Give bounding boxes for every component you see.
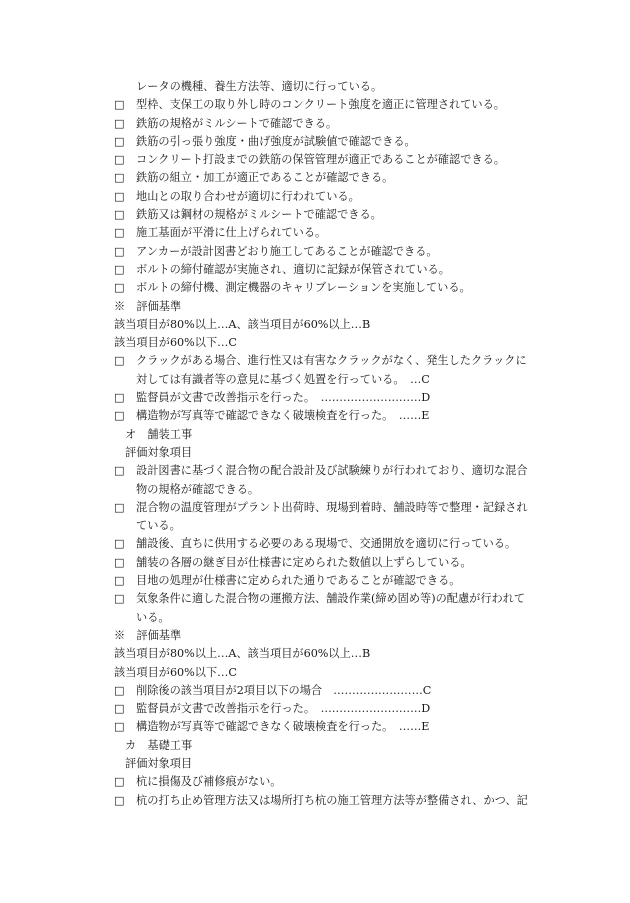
checklist-item (114, 243, 554, 261)
checklist-item-text: コンクリート打設までの鉄筋の保管管理が適正であることが確認できる。 (136, 153, 505, 167)
checkbox-icon: □ (114, 226, 125, 240)
checklist-item-text: 混合物の温度管理がプラント出荷時、現場到着時、舗設時等で整理・記録され (136, 500, 528, 514)
continuation-text: ている。 (136, 519, 181, 533)
document-page (114, 78, 554, 810)
checklist-item-text: 杭の打ち止め管理方法又は場所打ち杭の施工管理方法等が整備され、かつ、記 (136, 793, 528, 807)
checklist-item-text: 監督員が文書で改善指示を行った。 ………………………D (136, 391, 431, 405)
continuation-text: 物の規格が確認できる。 (136, 482, 260, 496)
checklist-item (114, 115, 554, 133)
checklist-item (114, 462, 554, 480)
checklist-item (114, 554, 554, 572)
criteria-note: ※ 評価基準 (114, 628, 182, 642)
checklist-item (114, 188, 554, 206)
checklist-item-text: 鉄筋又は鋼材の規格がミルシートで確認できる。 (136, 208, 382, 222)
checklist-item-text: 監督員が文書で改善指示を行った。 ………………………D (136, 702, 431, 716)
checkbox-icon: □ (114, 775, 125, 789)
checklist-item (114, 682, 554, 700)
checklist-item (114, 133, 554, 151)
checkbox-icon: □ (114, 116, 125, 130)
checklist-item-text: ボルトの締付機、測定機器のキャリブレーションを実施している。 (136, 281, 471, 295)
checkbox-icon: □ (114, 592, 125, 606)
checkbox-icon: □ (114, 262, 125, 276)
checkbox-icon: □ (114, 189, 125, 203)
checkbox-icon: □ (114, 281, 125, 295)
checkbox-icon: □ (114, 354, 125, 368)
checkbox-icon: □ (114, 153, 125, 167)
checkbox-icon: □ (114, 702, 125, 716)
checkbox-icon: □ (114, 793, 125, 807)
checklist-item (114, 206, 554, 224)
checkbox-icon: □ (114, 208, 125, 222)
checklist-item-text: 設計図書に基づく混合物の配合設計及び試験練りが行われており、適切な混合 (136, 464, 528, 478)
criteria-text: 該当項目が80%以上…A、該当項目が60%以上…B (114, 317, 371, 331)
checklist-item (114, 718, 554, 736)
checklist-item-text: 鉄筋の規格がミルシートで確認できる。 (136, 116, 338, 130)
criteria-text: 該当項目が60%以下…C (114, 336, 237, 350)
checklist-item (114, 700, 554, 718)
checklist-item (114, 389, 554, 407)
checklist-item-text: 構造物が写真等で確認できなく破壊検査を行った。 ……E (136, 720, 430, 734)
continuation-text: 対しては有識者等の意見に基づく処置を行っている。 …C (136, 372, 430, 386)
checklist-item (114, 499, 554, 517)
continuation-text: いる。 (136, 610, 170, 624)
checklist-item-text: ボルトの締付確認が実施され、適切に記録が保管されている。 (136, 262, 450, 276)
checklist-item (114, 352, 554, 370)
checkbox-icon: □ (114, 134, 125, 148)
checklist-item-text: 舗装の各層の継ぎ目が仕様書に定められた数値以上ずらしている。 (136, 555, 472, 569)
criteria-note: ※ 評価基準 (114, 299, 182, 313)
section-heading: カ 基礎工事 (125, 738, 193, 752)
checklist-item (114, 407, 554, 425)
checkbox-icon: □ (114, 720, 125, 734)
checklist-item (114, 590, 554, 608)
checklist-item (114, 224, 554, 242)
criteria-text: 該当項目が80%以上…A、該当項目が60%以上…B (114, 647, 371, 661)
subsection-heading: 評価対象項目 (125, 445, 193, 459)
checklist-item-text: 施工基面が平滑に仕上げられている。 (136, 226, 327, 240)
checkbox-icon: □ (114, 555, 125, 569)
checklist-item (114, 572, 554, 590)
checklist-item (114, 792, 554, 810)
checkbox-icon: □ (114, 500, 125, 514)
checklist-item (114, 773, 554, 791)
checklist-item-text: 舗設後、直ちに供用する必要のある現場で、交通開放を適切に行っている。 (136, 537, 517, 551)
checklist-item (114, 261, 554, 279)
checklist-item-text: 型枠、支保工の取り外し時のコンクリート強度を適正に管理されている。 (136, 98, 505, 112)
checklist-item (114, 535, 554, 553)
checklist-item-text: 杭に損傷及び補修痕がない。 (136, 775, 282, 789)
section-heading: オ 舗装工事 (125, 427, 193, 441)
criteria-text: 該当項目が60%以下…C (114, 665, 237, 679)
checklist-item (114, 279, 554, 297)
checklist-item-text: クラックがある場合、進行性又は有害なクラックがなく、発生したクラックに (136, 354, 527, 368)
checkbox-icon: □ (114, 171, 125, 185)
checklist-item-text: アンカーが設計図書どおり施工してあることが確認できる。 (136, 244, 438, 258)
continuation-text: レータの機種、養生方法等、適切に行っている。 (136, 80, 383, 93)
checkbox-icon: □ (114, 537, 125, 551)
checklist-item-text: 削除後の該当項目が2項目以下の場合 ……………………C (136, 683, 432, 697)
checklist-item (114, 151, 554, 169)
checklist-item (114, 96, 554, 114)
checklist-item-text: 鉄筋の組立・加工が適正であることが確認できる。 (136, 171, 394, 185)
checklist-item-text: 構造物が写真等で確認できなく破壊検査を行った。 ……E (136, 409, 430, 423)
checkbox-icon: □ (114, 98, 125, 112)
checkbox-icon: □ (114, 574, 125, 588)
subsection-heading: 評価対象項目 (125, 756, 193, 770)
checklist-item-text: 気象条件に適した混合物の運搬方法、舗設作業(締め固め等)の配慮が行われて (136, 592, 526, 606)
checkbox-icon: □ (114, 683, 125, 697)
checkbox-icon: □ (114, 244, 125, 258)
checklist-item-text: 地山との取り合わせが適切に行われている。 (136, 189, 360, 203)
checklist-item-text: 鉄筋の引っ張り強度・曲げ強度が試験値で確認できる。 (136, 134, 416, 148)
checkbox-icon: □ (114, 409, 125, 423)
checklist-item-text: 目地の処理が仕様書に定められた通りであることが確認できる。 (136, 574, 461, 588)
checkbox-icon: □ (114, 464, 125, 478)
checkbox-icon: □ (114, 391, 125, 405)
checklist-item (114, 169, 554, 187)
